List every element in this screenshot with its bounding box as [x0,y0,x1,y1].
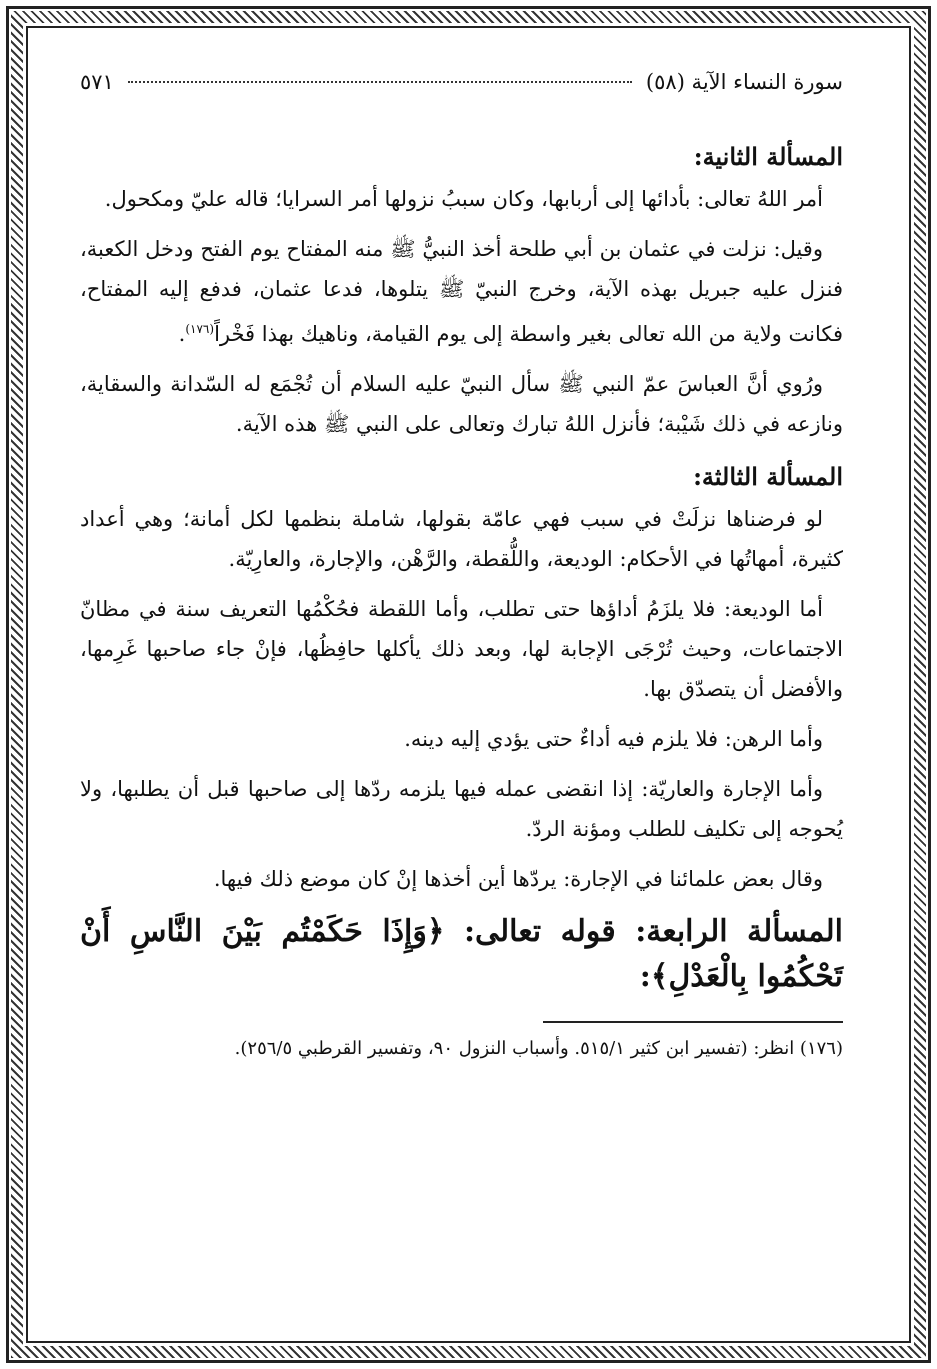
paragraph: أمر اللهُ تعالى: بأدائها إلى أربابها، وكان سببُ نزولها أمر السرايا؛ قاله عليّ ومكحول. [104,187,823,211]
footnote-separator [543,1021,843,1023]
paragraph: وأما الإجارة والعاريّة: إذا انقضى عمله فيها يلزمه ردّها إلى صاحبها قبل أن يطلبها، ولا يُحوجه إلى تكليف للطلب ومؤنة الردّ. [80,777,843,841]
paragraph: وقيل: نزلت في عثمان بن أبي طلحة أخذ النبيُّ ﷺ منه المفتاح يوم الفتح ودخل الكعبة، فنزل عليه جبريل بهذه الآية، وخرج النبيّ ﷺ يتلوها، فدعا عثمان، فدفع إليه المفتاح، فكانت ولاية من الله تعالى بغير واسطة إلى يوم القيامة، وناهيك بهذا فَخْراً$^{(١٧٦)}$. [80,237,843,346]
section-heading-2: المسألة الثانية: [693,142,843,171]
paragraph: لو فرضناها نزلَتْ في سبب فهي عامّة بقولها، شاملة بنظمها لكل أمانة؛ وهي أعداد كثيرة، أمهاتُها في الأحكام: الوديعة، واللُّقطة، والرَّهْن، والإجارة، والعارِيّة. [80,507,843,571]
paragraph: وأما الرهن: فلا يلزم فيه أداءٌ حتى يؤدي إليه دينه. [404,727,823,751]
running-head [80,70,843,94]
paragraph-text: وقيل: نزلت في عثمان بن أبي طلحة أخذ النبيُّ ﷺ منه المفتاح يوم الفتح ودخل الكعبة، فنزل عليه جبريل بهذه الآية، وخرج النبيّ ﷺ يتلوها، فدعا عثمان، فدفع إليه المفتاح، فكانت ولاية من الله تعالى بغير واسطة إلى يوم القيامة، وناهيك بهذا فَخْراً [80,237,843,346]
section-heading-4: المسألة الرابعة: قوله تعالى: ﴿وَإِذَا حَكَمْتُم بَيْنَ النَّاسِ أَنْ تَحْكُمُوا بِالْعَدْلِ﴾: [80,914,843,994]
footnote: (١٧٦) انظر: (تفسير ابن كثير ٥١٥/١. وأسباب النزول ٩٠، وتفسير القرطبي ٢٥٦/٥). [234,1038,843,1059]
running-head-title: سورة النساء الآية (٥٨) [645,70,843,94]
footnote-marker: (١٧٦) [185,322,215,336]
paragraph: أما الوديعة: فلا يلزَمُ أداؤها حتى تطلب، وأما اللقطة فحُكْمُها التعريف سنة في مظانّ الاجتماعات، وحيث تُرْجَى الإجابة لها، وبعد ذلك يأكلها حافِظُها، فإنْ جاء صاحبها غَرِمها، والأفضل أن يتصدّق بها. [80,597,843,701]
page-number: ٥٧١ [80,70,114,94]
paragraph: وقال بعض علمائنا في الإجارة: يردّها أين أخذها إنْ كان موضع ذلك فيها. [213,867,823,891]
running-head-dots [128,81,632,83]
page-content [80,60,843,1309]
section-heading-3: المسألة الثالثة: [693,462,843,491]
paragraph: ورُوي أنَّ العباسَ عمّ النبي ﷺ سأل النبيّ عليه السلام أن تُجْمَع له السّدانة والسقاية، ونازعه في ذلك شَيْبة؛ فأنزل اللهُ تبارك وتعالى على النبي ﷺ هذه الآية. [80,372,843,436]
